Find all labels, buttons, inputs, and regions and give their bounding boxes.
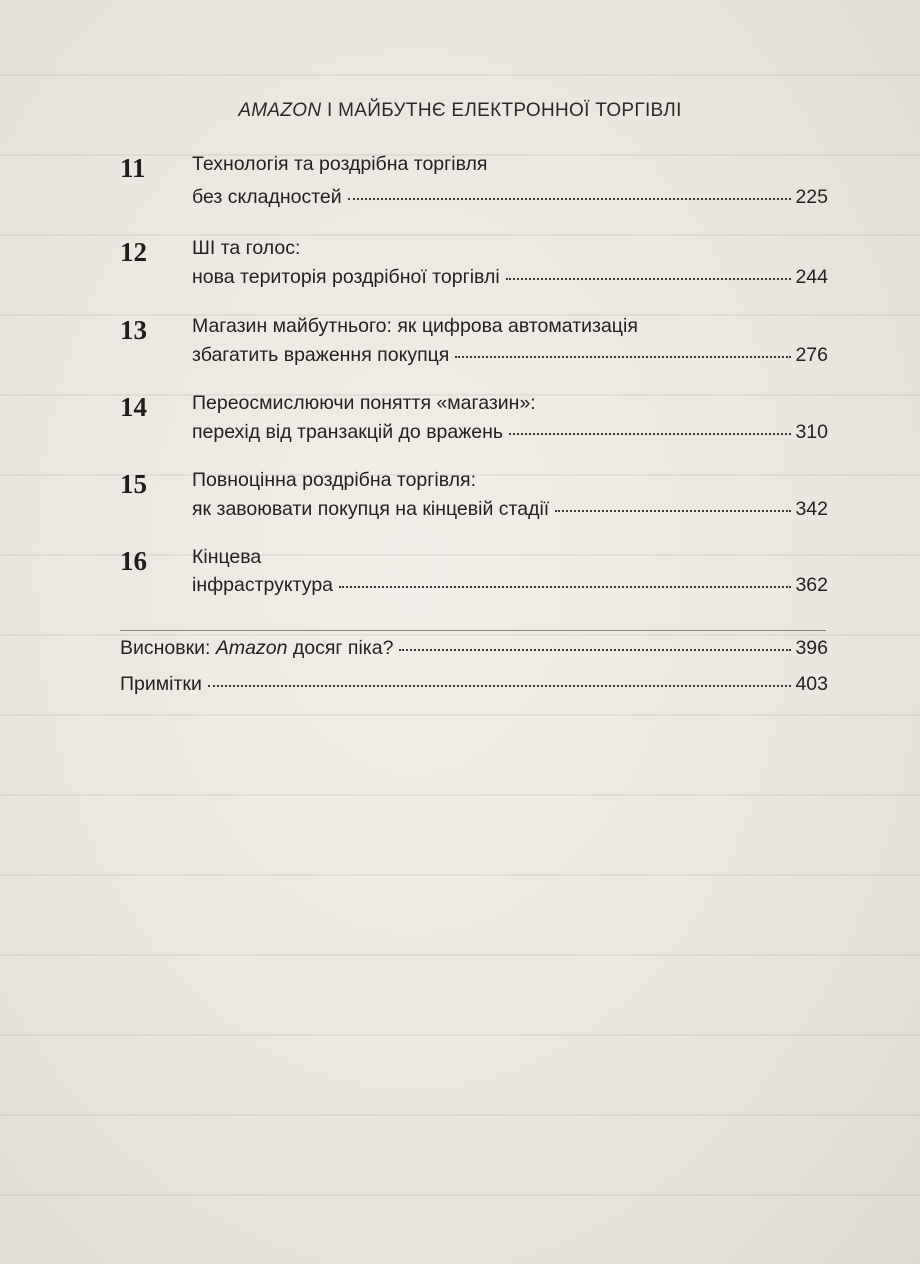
- chapter-number: 15: [120, 469, 147, 499]
- chapter-number: 14: [120, 392, 147, 422]
- chapter-title-line-1: Кінцева: [192, 546, 262, 568]
- page-number: 403: [795, 673, 828, 695]
- chapter-title-line-2: як завоювати покупця на кінцевій стадії 342: [192, 498, 828, 520]
- chapter-title-line-2: нова територія роздрібної торгівлі 244: [192, 266, 828, 288]
- dot-leader: [348, 198, 792, 200]
- chapter-number: 11: [120, 153, 146, 183]
- chapter-title-line-1: ШІ та голос:: [192, 237, 301, 259]
- chapter-title-line-2: перехід від транзакцій до вражень 310: [192, 421, 828, 443]
- page-number: 342: [795, 498, 828, 520]
- chapter-title-line-1: Магазин майбутнього: як цифрова автоматизація: [192, 315, 638, 337]
- chapter-title-line-1: Переосмислюючи поняття «магазин»:: [192, 392, 536, 414]
- conclusion-label-italic: Amazon: [215, 637, 288, 659]
- page-number: 396: [795, 637, 828, 659]
- chapter-number: 12: [120, 237, 147, 267]
- dot-leader: [399, 649, 791, 651]
- chapter-title-line-1: Повноцінна роздрібна торгівля:: [192, 469, 476, 491]
- chapter-title-line-1: Технологія та роздрібна торгівля: [192, 153, 488, 175]
- running-head-brand: AMAZON: [238, 100, 322, 121]
- toc-entry-conclusion[interactable]: [120, 637, 828, 660]
- chapter-title-line-2: збагатить враження покупця 276: [192, 344, 828, 366]
- page-number: 362: [795, 574, 828, 596]
- dot-leader: [509, 433, 791, 435]
- chapter-number: 13: [120, 315, 147, 345]
- page-number: 225: [795, 186, 828, 208]
- page-number: 244: [795, 266, 828, 288]
- notes-label: Примітки: [120, 673, 202, 695]
- section-divider: [120, 630, 826, 631]
- dot-leader: [555, 510, 791, 512]
- dot-leader: [208, 685, 792, 687]
- dot-leader: [455, 356, 791, 358]
- page-number: 310: [795, 421, 828, 443]
- conclusion-label-end: досяг піка?: [287, 637, 394, 659]
- running-head-title: І МАЙБУТНЄ ЕЛЕКТРОННОЇ ТОРГІВЛІ: [321, 100, 682, 121]
- chapter-title-line-2: без складностей 225: [192, 186, 828, 208]
- dot-leader: [506, 278, 792, 280]
- chapter-title-line-2: інфраструктура 362: [192, 574, 828, 596]
- conclusion-label-start: Висновки:: [120, 637, 216, 659]
- dot-leader: [339, 586, 791, 588]
- chapter-number: 16: [120, 546, 147, 576]
- page-number: 276: [795, 344, 828, 366]
- toc-entry-notes[interactable]: [120, 673, 828, 696]
